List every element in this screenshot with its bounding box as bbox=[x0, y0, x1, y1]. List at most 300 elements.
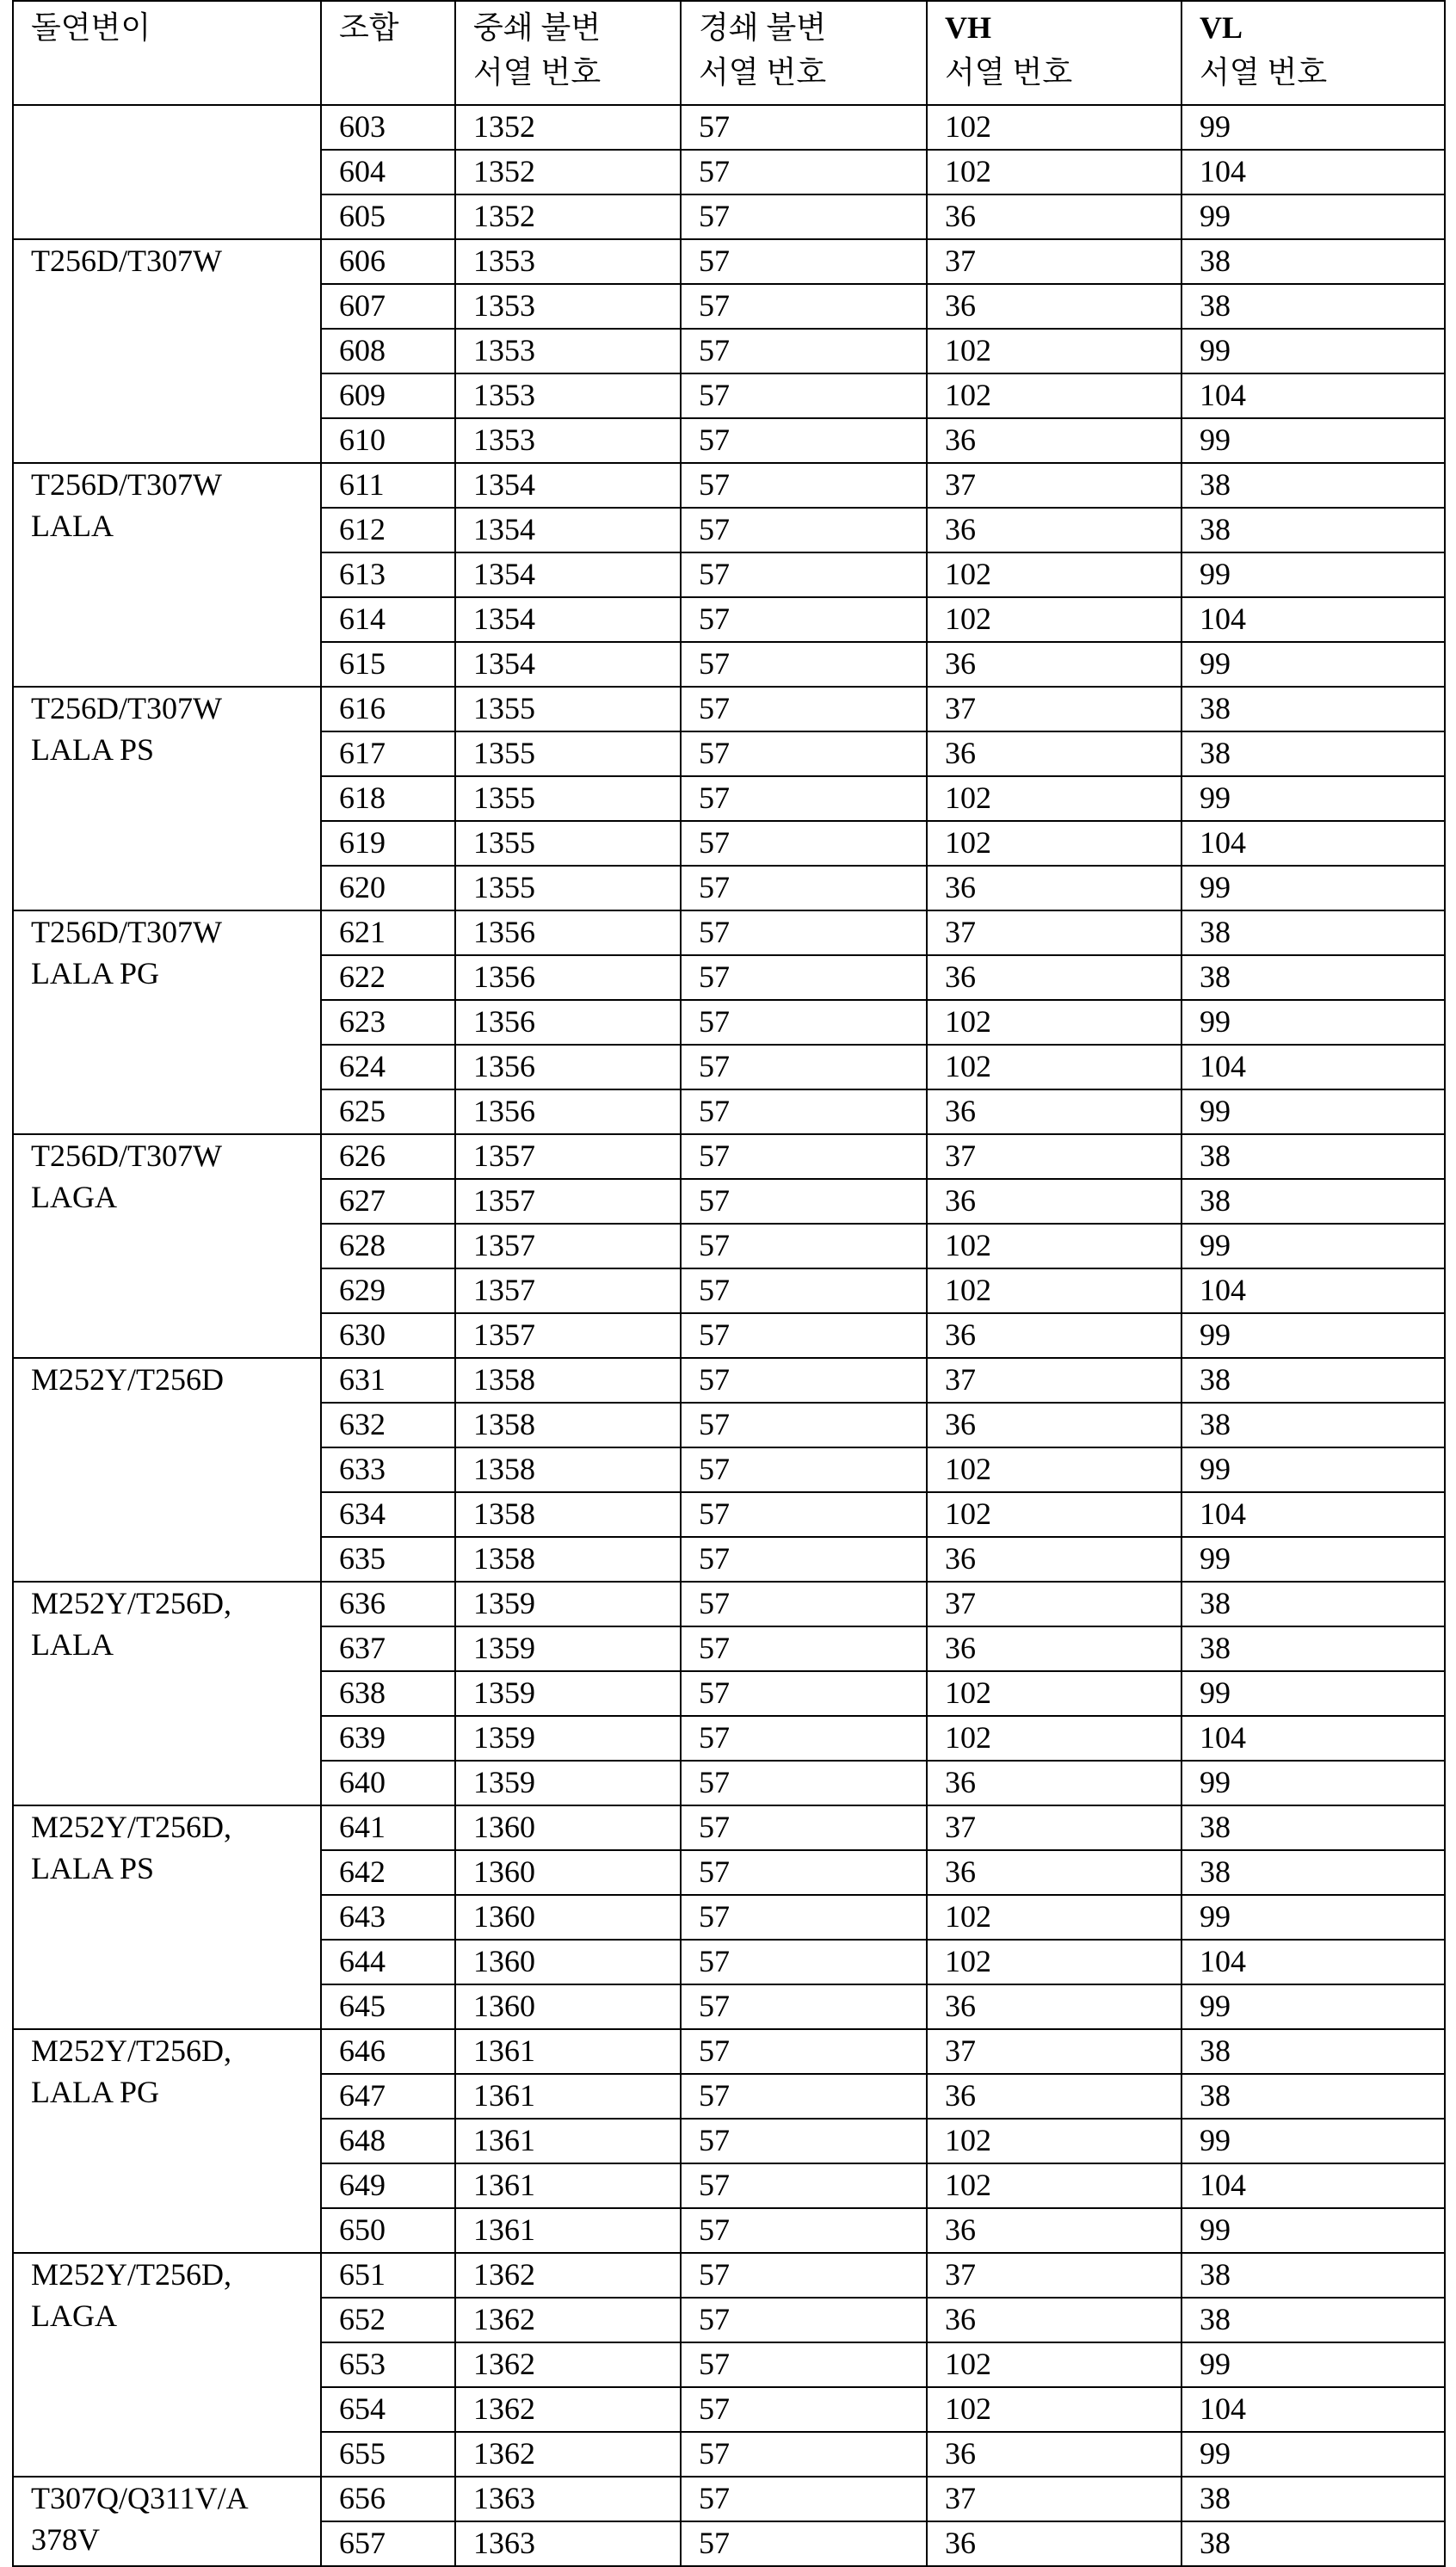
vl-cell: 38 bbox=[1181, 1850, 1445, 1895]
combination-cell: 648 bbox=[321, 2119, 455, 2163]
vh-cell: 36 bbox=[927, 1761, 1181, 1805]
vl-cell: 38 bbox=[1181, 2074, 1445, 2119]
combination-cell: 634 bbox=[321, 1492, 455, 1537]
vh-cell: 36 bbox=[927, 2298, 1181, 2342]
combination-cell: 641 bbox=[321, 1805, 455, 1850]
variant-line: T307Q/Q311V/A bbox=[31, 2478, 320, 2519]
combination-cell: 640 bbox=[321, 1761, 455, 1805]
heavy-constant-cell: 1359 bbox=[455, 1671, 681, 1716]
light-constant-cell: 57 bbox=[681, 418, 927, 463]
combination-cell: 621 bbox=[321, 910, 455, 955]
table-row bbox=[13, 1134, 1445, 1179]
variant-line: LAGA bbox=[31, 2295, 320, 2336]
heavy-constant-cell: 1359 bbox=[455, 1716, 681, 1761]
vl-cell: 38 bbox=[1181, 508, 1445, 552]
heavy-constant-cell: 1354 bbox=[455, 552, 681, 597]
vh-cell: 36 bbox=[927, 955, 1181, 1000]
vh-cell: 102 bbox=[927, 1492, 1181, 1537]
vh-cell: 36 bbox=[927, 194, 1181, 239]
vh-cell: 102 bbox=[927, 373, 1181, 418]
combination-cell: 651 bbox=[321, 2253, 455, 2298]
heavy-constant-cell: 1361 bbox=[455, 2029, 681, 2074]
vh-cell: 37 bbox=[927, 2253, 1181, 2298]
variant-cell bbox=[13, 2477, 321, 2566]
vl-cell: 99 bbox=[1181, 194, 1445, 239]
combination-cell: 607 bbox=[321, 284, 455, 329]
vh-cell: 102 bbox=[927, 552, 1181, 597]
light-constant-cell: 57 bbox=[681, 1134, 927, 1179]
vh-cell: 102 bbox=[927, 821, 1181, 866]
heavy-constant-cell: 1359 bbox=[455, 1582, 681, 1626]
vl-cell: 99 bbox=[1181, 2342, 1445, 2387]
heavy-constant-cell: 1362 bbox=[455, 2253, 681, 2298]
light-constant-cell: 57 bbox=[681, 1984, 927, 2029]
combination-cell: 637 bbox=[321, 1626, 455, 1671]
combination-cell: 624 bbox=[321, 1045, 455, 1089]
variant-line: M252Y/T256D, bbox=[31, 2254, 320, 2295]
heavy-constant-cell: 1359 bbox=[455, 1761, 681, 1805]
heavy-constant-cell: 1353 bbox=[455, 373, 681, 418]
variant-cell bbox=[13, 105, 321, 239]
light-constant-cell: 57 bbox=[681, 1940, 927, 1984]
light-constant-cell: 57 bbox=[681, 821, 927, 866]
heavy-constant-cell: 1357 bbox=[455, 1179, 681, 1224]
vh-cell: 37 bbox=[927, 910, 1181, 955]
table-row bbox=[13, 2029, 1445, 2074]
heavy-constant-cell: 1355 bbox=[455, 866, 681, 910]
light-constant-cell: 57 bbox=[681, 239, 927, 284]
combination-cell: 630 bbox=[321, 1313, 455, 1358]
vl-cell: 104 bbox=[1181, 1492, 1445, 1537]
heavy-constant-cell: 1362 bbox=[455, 2432, 681, 2477]
table-row bbox=[13, 463, 1445, 508]
light-constant-cell: 57 bbox=[681, 1761, 927, 1805]
header-variant bbox=[13, 1, 321, 105]
vh-cell: 36 bbox=[927, 1179, 1181, 1224]
variant-cell bbox=[13, 1358, 321, 1582]
combination-cell: 604 bbox=[321, 150, 455, 194]
combination-cell: 647 bbox=[321, 2074, 455, 2119]
vl-cell: 104 bbox=[1181, 821, 1445, 866]
variant-cell bbox=[13, 1805, 321, 2029]
vh-cell: 36 bbox=[927, 2432, 1181, 2477]
header-light-constant-line1: 경쇄 불변 bbox=[699, 5, 926, 50]
vl-cell: 38 bbox=[1181, 731, 1445, 776]
variant-cell bbox=[13, 239, 321, 463]
heavy-constant-cell: 1360 bbox=[455, 1895, 681, 1940]
header-vl bbox=[1181, 1, 1445, 105]
vl-cell: 104 bbox=[1181, 2387, 1445, 2432]
variant-line: LALA PS bbox=[31, 1848, 320, 1889]
variant-line: T256D/T307W bbox=[31, 240, 320, 281]
vh-cell: 36 bbox=[927, 731, 1181, 776]
header-combination-label: 조합 bbox=[339, 5, 454, 50]
variant-cell bbox=[13, 1582, 321, 1805]
combination-cell: 606 bbox=[321, 239, 455, 284]
heavy-constant-cell: 1354 bbox=[455, 508, 681, 552]
header-combination bbox=[321, 1, 455, 105]
light-constant-cell: 57 bbox=[681, 1358, 927, 1403]
light-constant-cell: 57 bbox=[681, 1268, 927, 1313]
vh-cell: 102 bbox=[927, 1716, 1181, 1761]
combination-cell: 614 bbox=[321, 597, 455, 642]
heavy-constant-cell: 1356 bbox=[455, 1045, 681, 1089]
light-constant-cell: 57 bbox=[681, 2208, 927, 2253]
vl-cell: 38 bbox=[1181, 910, 1445, 955]
header-heavy-constant-line1: 중쇄 불변 bbox=[473, 5, 680, 50]
vh-cell: 36 bbox=[927, 508, 1181, 552]
light-constant-cell: 57 bbox=[681, 1850, 927, 1895]
light-constant-cell: 57 bbox=[681, 1447, 927, 1492]
vh-cell: 102 bbox=[927, 1000, 1181, 1045]
light-constant-cell: 57 bbox=[681, 194, 927, 239]
vh-cell: 102 bbox=[927, 105, 1181, 150]
combination-cell: 649 bbox=[321, 2163, 455, 2208]
combination-cell: 639 bbox=[321, 1716, 455, 1761]
heavy-constant-cell: 1353 bbox=[455, 284, 681, 329]
vh-cell: 102 bbox=[927, 2387, 1181, 2432]
vl-cell: 104 bbox=[1181, 150, 1445, 194]
vh-cell: 37 bbox=[927, 239, 1181, 284]
combination-cell: 610 bbox=[321, 418, 455, 463]
vl-cell: 38 bbox=[1181, 1626, 1445, 1671]
sequence-combination-table bbox=[12, 0, 1446, 2567]
combination-cell: 635 bbox=[321, 1537, 455, 1582]
heavy-constant-cell: 1361 bbox=[455, 2208, 681, 2253]
vl-cell: 38 bbox=[1181, 2521, 1445, 2566]
vh-cell: 102 bbox=[927, 1447, 1181, 1492]
variant-line: M252Y/T256D bbox=[31, 1359, 320, 1400]
light-constant-cell: 57 bbox=[681, 508, 927, 552]
light-constant-cell: 57 bbox=[681, 1403, 927, 1447]
vl-cell: 99 bbox=[1181, 1761, 1445, 1805]
light-constant-cell: 57 bbox=[681, 776, 927, 821]
light-constant-cell: 57 bbox=[681, 284, 927, 329]
vh-cell: 36 bbox=[927, 1984, 1181, 2029]
combination-cell: 619 bbox=[321, 821, 455, 866]
header-variant-label: 돌연변이 bbox=[31, 5, 320, 50]
combination-cell: 650 bbox=[321, 2208, 455, 2253]
vl-cell: 104 bbox=[1181, 1940, 1445, 1984]
combination-cell: 608 bbox=[321, 329, 455, 373]
vh-cell: 102 bbox=[927, 2342, 1181, 2387]
light-constant-cell: 57 bbox=[681, 2253, 927, 2298]
light-constant-cell: 57 bbox=[681, 329, 927, 373]
light-constant-cell: 57 bbox=[681, 2163, 927, 2208]
light-constant-cell: 57 bbox=[681, 1582, 927, 1626]
header-heavy-constant-line2: 서열 번호 bbox=[473, 50, 680, 95]
heavy-constant-cell: 1357 bbox=[455, 1268, 681, 1313]
vh-cell: 102 bbox=[927, 2163, 1181, 2208]
header-vh-line1: VH bbox=[945, 5, 1181, 50]
vh-cell: 36 bbox=[927, 418, 1181, 463]
light-constant-cell: 57 bbox=[681, 597, 927, 642]
heavy-constant-cell: 1356 bbox=[455, 955, 681, 1000]
vh-cell: 37 bbox=[927, 463, 1181, 508]
variant-cell bbox=[13, 687, 321, 910]
combination-cell: 609 bbox=[321, 373, 455, 418]
table-row bbox=[13, 2477, 1445, 2521]
vh-cell: 37 bbox=[927, 2029, 1181, 2074]
heavy-constant-cell: 1359 bbox=[455, 1626, 681, 1671]
vl-cell: 99 bbox=[1181, 642, 1445, 687]
vl-cell: 38 bbox=[1181, 1179, 1445, 1224]
vh-cell: 102 bbox=[927, 2119, 1181, 2163]
vh-cell: 36 bbox=[927, 1403, 1181, 1447]
variant-line: LALA PG bbox=[31, 953, 320, 994]
combination-cell: 626 bbox=[321, 1134, 455, 1179]
combination-cell: 638 bbox=[321, 1671, 455, 1716]
heavy-constant-cell: 1357 bbox=[455, 1313, 681, 1358]
vl-cell: 38 bbox=[1181, 2477, 1445, 2521]
vh-cell: 102 bbox=[927, 597, 1181, 642]
combination-cell: 628 bbox=[321, 1224, 455, 1268]
heavy-constant-cell: 1358 bbox=[455, 1403, 681, 1447]
vh-cell: 37 bbox=[927, 2477, 1181, 2521]
variant-line: 378V bbox=[31, 2519, 320, 2560]
vl-cell: 104 bbox=[1181, 1268, 1445, 1313]
variant-cell bbox=[13, 2029, 321, 2253]
combination-cell: 612 bbox=[321, 508, 455, 552]
variant-line: LALA bbox=[31, 1624, 320, 1665]
light-constant-cell: 57 bbox=[681, 1537, 927, 1582]
variant-cell bbox=[13, 463, 321, 687]
light-constant-cell: 57 bbox=[681, 1626, 927, 1671]
header-vl-line1: VL bbox=[1200, 5, 1444, 50]
vh-cell: 36 bbox=[927, 1313, 1181, 1358]
light-constant-cell: 57 bbox=[681, 2387, 927, 2432]
light-constant-cell: 57 bbox=[681, 373, 927, 418]
vl-cell: 38 bbox=[1181, 1805, 1445, 1850]
header-light-constant bbox=[681, 1, 927, 105]
combination-cell: 644 bbox=[321, 1940, 455, 1984]
light-constant-cell: 57 bbox=[681, 1089, 927, 1134]
light-constant-cell: 57 bbox=[681, 463, 927, 508]
vh-cell: 37 bbox=[927, 1134, 1181, 1179]
vh-cell: 37 bbox=[927, 1582, 1181, 1626]
combination-cell: 629 bbox=[321, 1268, 455, 1313]
heavy-constant-cell: 1358 bbox=[455, 1358, 681, 1403]
variant-line: M252Y/T256D, bbox=[31, 1806, 320, 1848]
vl-cell: 99 bbox=[1181, 1313, 1445, 1358]
heavy-constant-cell: 1353 bbox=[455, 329, 681, 373]
table-row bbox=[13, 1805, 1445, 1850]
variant-line: T256D/T307W bbox=[31, 688, 320, 729]
table-row bbox=[13, 687, 1445, 731]
combination-cell: 625 bbox=[321, 1089, 455, 1134]
table-row bbox=[13, 105, 1445, 150]
light-constant-cell: 57 bbox=[681, 2342, 927, 2387]
heavy-constant-cell: 1356 bbox=[455, 1089, 681, 1134]
table-row bbox=[13, 2253, 1445, 2298]
vl-cell: 99 bbox=[1181, 1537, 1445, 1582]
variant-cell bbox=[13, 910, 321, 1134]
heavy-constant-cell: 1356 bbox=[455, 910, 681, 955]
vh-cell: 36 bbox=[927, 2074, 1181, 2119]
vl-cell: 38 bbox=[1181, 239, 1445, 284]
header-vl-line2: 서열 번호 bbox=[1200, 50, 1444, 95]
heavy-constant-cell: 1358 bbox=[455, 1447, 681, 1492]
vh-cell: 36 bbox=[927, 1089, 1181, 1134]
heavy-constant-cell: 1352 bbox=[455, 150, 681, 194]
variant-line: T256D/T307W bbox=[31, 1135, 320, 1176]
vl-cell: 99 bbox=[1181, 1224, 1445, 1268]
vh-cell: 37 bbox=[927, 687, 1181, 731]
variant-line: LALA PG bbox=[31, 2071, 320, 2113]
combination-cell: 633 bbox=[321, 1447, 455, 1492]
vh-cell: 36 bbox=[927, 2208, 1181, 2253]
light-constant-cell: 57 bbox=[681, 1895, 927, 1940]
heavy-constant-cell: 1357 bbox=[455, 1224, 681, 1268]
vh-cell: 102 bbox=[927, 150, 1181, 194]
combination-cell: 620 bbox=[321, 866, 455, 910]
heavy-constant-cell: 1355 bbox=[455, 731, 681, 776]
light-constant-cell: 57 bbox=[681, 1716, 927, 1761]
vl-cell: 99 bbox=[1181, 776, 1445, 821]
heavy-constant-cell: 1353 bbox=[455, 239, 681, 284]
header-vh-line2: 서열 번호 bbox=[945, 50, 1181, 95]
combination-cell: 654 bbox=[321, 2387, 455, 2432]
vh-cell: 102 bbox=[927, 776, 1181, 821]
combination-cell: 611 bbox=[321, 463, 455, 508]
heavy-constant-cell: 1362 bbox=[455, 2387, 681, 2432]
table-row bbox=[13, 1358, 1445, 1403]
vh-cell: 37 bbox=[927, 1358, 1181, 1403]
light-constant-cell: 57 bbox=[681, 2029, 927, 2074]
light-constant-cell: 57 bbox=[681, 1000, 927, 1045]
header-heavy-constant bbox=[455, 1, 681, 105]
vl-cell: 38 bbox=[1181, 687, 1445, 731]
light-constant-cell: 57 bbox=[681, 2298, 927, 2342]
light-constant-cell: 57 bbox=[681, 910, 927, 955]
vl-cell: 99 bbox=[1181, 105, 1445, 150]
vl-cell: 99 bbox=[1181, 1984, 1445, 2029]
light-constant-cell: 57 bbox=[681, 955, 927, 1000]
heavy-constant-cell: 1361 bbox=[455, 2119, 681, 2163]
variant-line: M252Y/T256D, bbox=[31, 1583, 320, 1624]
heavy-constant-cell: 1360 bbox=[455, 1984, 681, 2029]
variant-line: T256D/T307W bbox=[31, 464, 320, 505]
heavy-constant-cell: 1360 bbox=[455, 1805, 681, 1850]
combination-cell: 632 bbox=[321, 1403, 455, 1447]
combination-cell: 642 bbox=[321, 1850, 455, 1895]
vl-cell: 99 bbox=[1181, 329, 1445, 373]
vh-cell: 102 bbox=[927, 1224, 1181, 1268]
vl-cell: 99 bbox=[1181, 1089, 1445, 1134]
heavy-constant-cell: 1362 bbox=[455, 2342, 681, 2387]
vl-cell: 99 bbox=[1181, 1671, 1445, 1716]
vl-cell: 38 bbox=[1181, 1582, 1445, 1626]
light-constant-cell: 57 bbox=[681, 1224, 927, 1268]
combination-cell: 653 bbox=[321, 2342, 455, 2387]
combination-cell: 618 bbox=[321, 776, 455, 821]
variant-cell bbox=[13, 2253, 321, 2477]
combination-cell: 603 bbox=[321, 105, 455, 150]
table-row bbox=[13, 910, 1445, 955]
heavy-constant-cell: 1363 bbox=[455, 2521, 681, 2566]
variant-line: T256D/T307W bbox=[31, 911, 320, 953]
combination-cell: 627 bbox=[321, 1179, 455, 1224]
table-header bbox=[13, 1, 1445, 105]
vh-cell: 36 bbox=[927, 284, 1181, 329]
vl-cell: 38 bbox=[1181, 955, 1445, 1000]
vl-cell: 104 bbox=[1181, 2163, 1445, 2208]
combination-cell: 646 bbox=[321, 2029, 455, 2074]
combination-cell: 615 bbox=[321, 642, 455, 687]
vh-cell: 36 bbox=[927, 1626, 1181, 1671]
variant-line: LALA bbox=[31, 505, 320, 546]
vl-cell: 99 bbox=[1181, 1447, 1445, 1492]
vl-cell: 99 bbox=[1181, 418, 1445, 463]
vl-cell: 38 bbox=[1181, 1403, 1445, 1447]
light-constant-cell: 57 bbox=[681, 1179, 927, 1224]
vh-cell: 36 bbox=[927, 2521, 1181, 2566]
combination-cell: 623 bbox=[321, 1000, 455, 1045]
heavy-constant-cell: 1358 bbox=[455, 1492, 681, 1537]
heavy-constant-cell: 1355 bbox=[455, 687, 681, 731]
heavy-constant-cell: 1360 bbox=[455, 1940, 681, 1984]
vh-cell: 36 bbox=[927, 1537, 1181, 1582]
vl-cell: 99 bbox=[1181, 2119, 1445, 2163]
combination-cell: 636 bbox=[321, 1582, 455, 1626]
header-vh bbox=[927, 1, 1181, 105]
light-constant-cell: 57 bbox=[681, 1313, 927, 1358]
header-row bbox=[13, 1, 1445, 105]
vl-cell: 99 bbox=[1181, 1000, 1445, 1045]
heavy-constant-cell: 1354 bbox=[455, 463, 681, 508]
vl-cell: 99 bbox=[1181, 1895, 1445, 1940]
combination-cell: 656 bbox=[321, 2477, 455, 2521]
heavy-constant-cell: 1360 bbox=[455, 1850, 681, 1895]
combination-cell: 652 bbox=[321, 2298, 455, 2342]
vh-cell: 36 bbox=[927, 1850, 1181, 1895]
combination-cell: 643 bbox=[321, 1895, 455, 1940]
vl-cell: 38 bbox=[1181, 1134, 1445, 1179]
vh-cell: 37 bbox=[927, 1805, 1181, 1850]
light-constant-cell: 57 bbox=[681, 2521, 927, 2566]
combination-cell: 605 bbox=[321, 194, 455, 239]
light-constant-cell: 57 bbox=[681, 1045, 927, 1089]
heavy-constant-cell: 1354 bbox=[455, 597, 681, 642]
vh-cell: 36 bbox=[927, 642, 1181, 687]
vh-cell: 36 bbox=[927, 866, 1181, 910]
heavy-constant-cell: 1357 bbox=[455, 1134, 681, 1179]
variant-line: LALA PS bbox=[31, 729, 320, 770]
table-row bbox=[13, 239, 1445, 284]
variant-line: LAGA bbox=[31, 1176, 320, 1218]
vh-cell: 102 bbox=[927, 1940, 1181, 1984]
heavy-constant-cell: 1361 bbox=[455, 2074, 681, 2119]
vh-cell: 102 bbox=[927, 329, 1181, 373]
heavy-constant-cell: 1361 bbox=[455, 2163, 681, 2208]
vl-cell: 38 bbox=[1181, 1358, 1445, 1403]
combination-cell: 657 bbox=[321, 2521, 455, 2566]
light-constant-cell: 57 bbox=[681, 2074, 927, 2119]
heavy-constant-cell: 1355 bbox=[455, 821, 681, 866]
combination-cell: 645 bbox=[321, 1984, 455, 2029]
vl-cell: 38 bbox=[1181, 2029, 1445, 2074]
combination-cell: 617 bbox=[321, 731, 455, 776]
light-constant-cell: 57 bbox=[681, 731, 927, 776]
light-constant-cell: 57 bbox=[681, 687, 927, 731]
document-page bbox=[0, 0, 1456, 2486]
light-constant-cell: 57 bbox=[681, 105, 927, 150]
vl-cell: 38 bbox=[1181, 463, 1445, 508]
heavy-constant-cell: 1355 bbox=[455, 776, 681, 821]
vl-cell: 104 bbox=[1181, 1716, 1445, 1761]
heavy-constant-cell: 1363 bbox=[455, 2477, 681, 2521]
vh-cell: 102 bbox=[927, 1045, 1181, 1089]
